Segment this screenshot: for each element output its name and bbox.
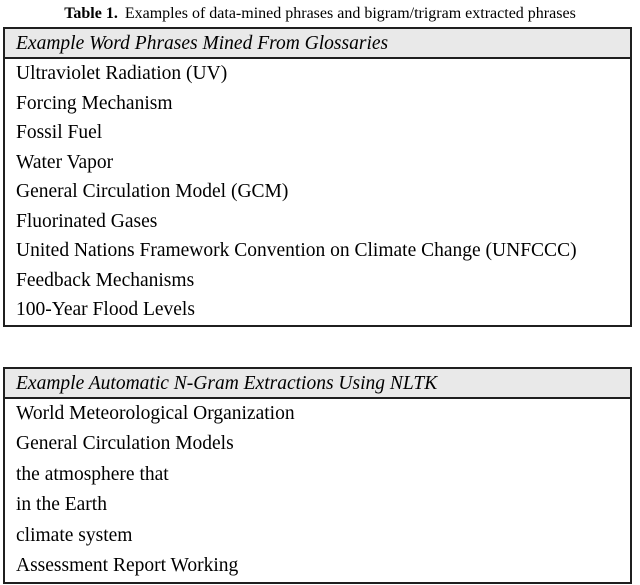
table-row: General Circulation Models	[16, 433, 234, 454]
table-caption	[0, 0, 640, 27]
ngram-extractions-table	[3, 367, 632, 584]
table-row: Ultraviolet Radiation (UV)	[16, 63, 228, 84]
table-row: United Nations Framework Convention on Climate Change (UNFCCC)	[16, 240, 577, 261]
table-row: Forcing Mechanism	[16, 92, 173, 114]
table-row: World Meteorological Organization	[16, 402, 295, 424]
table-gap	[0, 327, 640, 367]
table-row: the atmosphere that	[16, 463, 169, 485]
caption-label: Table 1.	[64, 5, 118, 22]
glossary-phrases-table	[3, 27, 632, 327]
glossary-table-header: Example Word Phrases Mined From Glossaries	[5, 29, 630, 59]
table-row: climate system	[16, 524, 133, 546]
table-row: Water Vapor	[16, 151, 114, 173]
table-row: Assessment Report Working	[16, 555, 239, 576]
table-row: Fluorinated Gases	[16, 210, 158, 232]
table-row: General Circulation Model (GCM)	[16, 181, 289, 202]
table-row: Fossil Fuel	[16, 122, 103, 143]
table-row: Feedback Mechanisms	[16, 269, 195, 291]
caption-text: Examples of data-mined phrases and bigram/trigram extracted phrases	[124, 5, 576, 22]
table-row: 100-Year Flood Levels	[16, 299, 195, 320]
table-row: in the Earth	[16, 494, 107, 515]
ngram-table-header: Example Automatic N-Gram Extractions Using NLTK	[5, 369, 630, 399]
